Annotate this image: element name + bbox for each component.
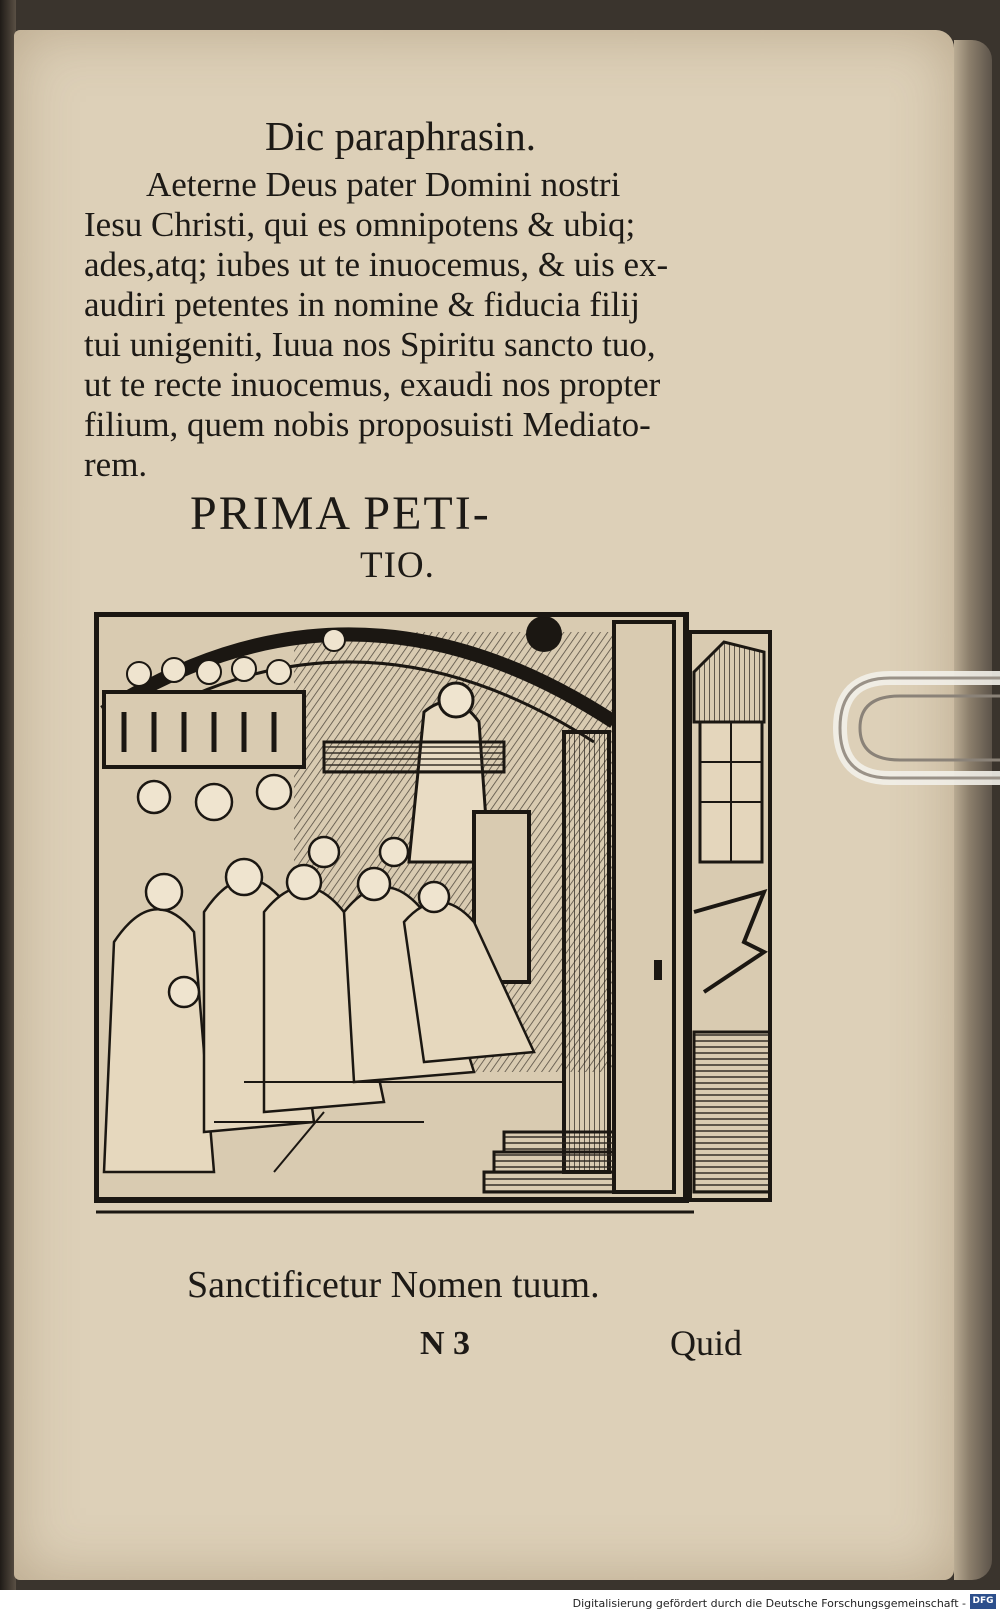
text-line: filium, quem nobis proposuisti Mediato- xyxy=(84,405,651,444)
paper-clip-icon xyxy=(830,668,1000,788)
section-heading: Dic paraphrasin. xyxy=(265,113,536,159)
dfg-logo: DFG xyxy=(970,1594,996,1609)
petition-title-continued: TIO. xyxy=(360,545,435,586)
illustration-caption: Sanctificetur Nomen tuum. xyxy=(187,1264,600,1306)
text-line: audiri petentes in nomine & fiducia filij xyxy=(84,285,640,324)
text-line: tui unigeniti, Iuua nos Spiritu sancto tuo, xyxy=(84,325,656,364)
text-line: ades,atq; iubes ut te inuocemus, & uis ex- xyxy=(84,245,669,284)
text-line: rem. xyxy=(84,445,148,484)
text-line: Iesu Christi, qui es omnipotens & ubiq; xyxy=(84,205,636,244)
catchword: Quid xyxy=(670,1323,742,1363)
funding-notice: Digitalisierung gefördert durch die Deutsche Forschungsgemeinschaft - xyxy=(572,1597,966,1610)
woodcut-illustration xyxy=(94,612,800,1240)
petition-title: PRIMA PETI- xyxy=(190,487,491,540)
prayer-text xyxy=(84,165,668,485)
text-line: ut te recte inuocemus, exaudi nos propter xyxy=(84,365,661,404)
page-stack-edge xyxy=(954,40,992,1580)
signature-mark: N 3 xyxy=(420,1325,471,1362)
text-line: Aeterne Deus pater Domini nostri xyxy=(146,165,621,204)
